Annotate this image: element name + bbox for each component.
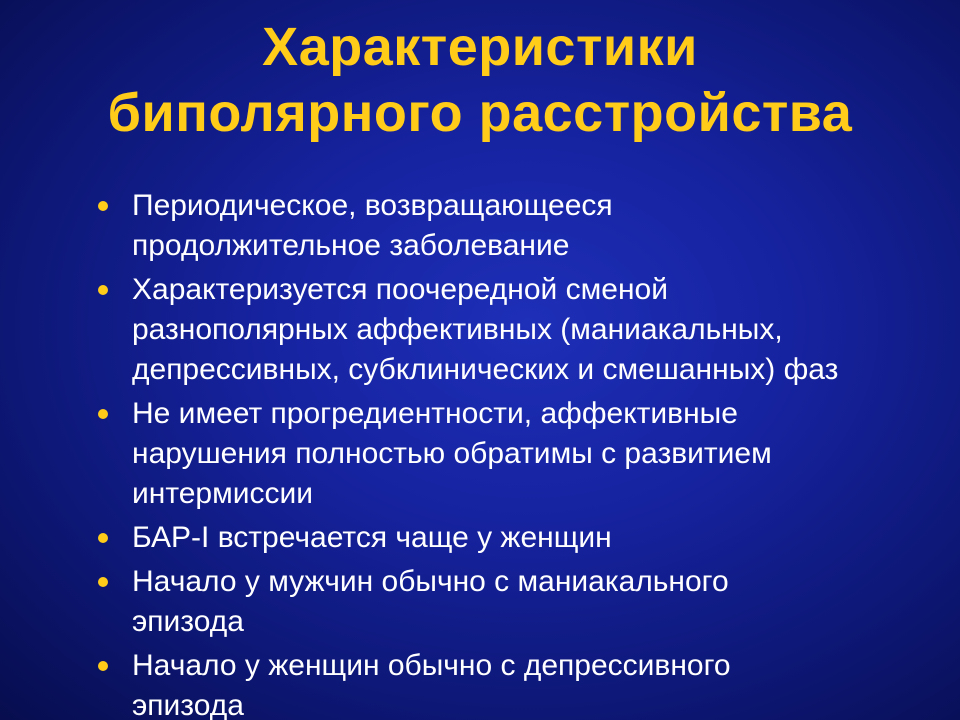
title-line-1: Характеристики [262, 17, 698, 77]
bullet-dot-icon [98, 661, 108, 671]
bullet-line: Начало у мужчин обычно с маниакального [132, 565, 729, 598]
bullet-dot-icon [98, 409, 108, 419]
bullet-dot-icon [98, 577, 108, 587]
bullet-item [96, 186, 916, 266]
bullet-line: продолжительное заболевание [132, 229, 570, 262]
bullet-item [96, 562, 916, 642]
bullet-line: Не имеет прогредиентности, аффективные [132, 397, 738, 430]
bullet-line: нарушения полностью обратимы с развитием [132, 437, 772, 470]
bullet-dot-icon [98, 201, 108, 211]
bullet-line: Характеризуется поочередной сменой [132, 273, 668, 306]
bullet-item [96, 518, 916, 558]
bullet-item [96, 394, 916, 514]
bullet-list [96, 186, 916, 720]
bullet-item [96, 270, 916, 390]
bullet-item [96, 646, 916, 720]
bullet-dot-icon [98, 285, 108, 295]
bullet-line: Периодическое, возвращающееся [132, 189, 613, 222]
bullet-line: эпизода [132, 605, 244, 638]
slide-title [0, 14, 960, 146]
bullet-line: БАР-I встречается чаще у женщин [132, 521, 612, 554]
bullet-line: Начало у женщин обычно с депрессивного [132, 649, 731, 682]
bullet-line: разнополярных аффективных (маниакальных, [132, 313, 783, 346]
bullet-line: депрессивных, субклинических и смешанных) фаз [132, 353, 839, 386]
bullet-dot-icon [98, 533, 108, 543]
bullet-line: интермиссии [132, 477, 313, 510]
bullet-line: эпизода [132, 689, 244, 720]
title-line-2: биполярного расстройства [107, 83, 853, 143]
